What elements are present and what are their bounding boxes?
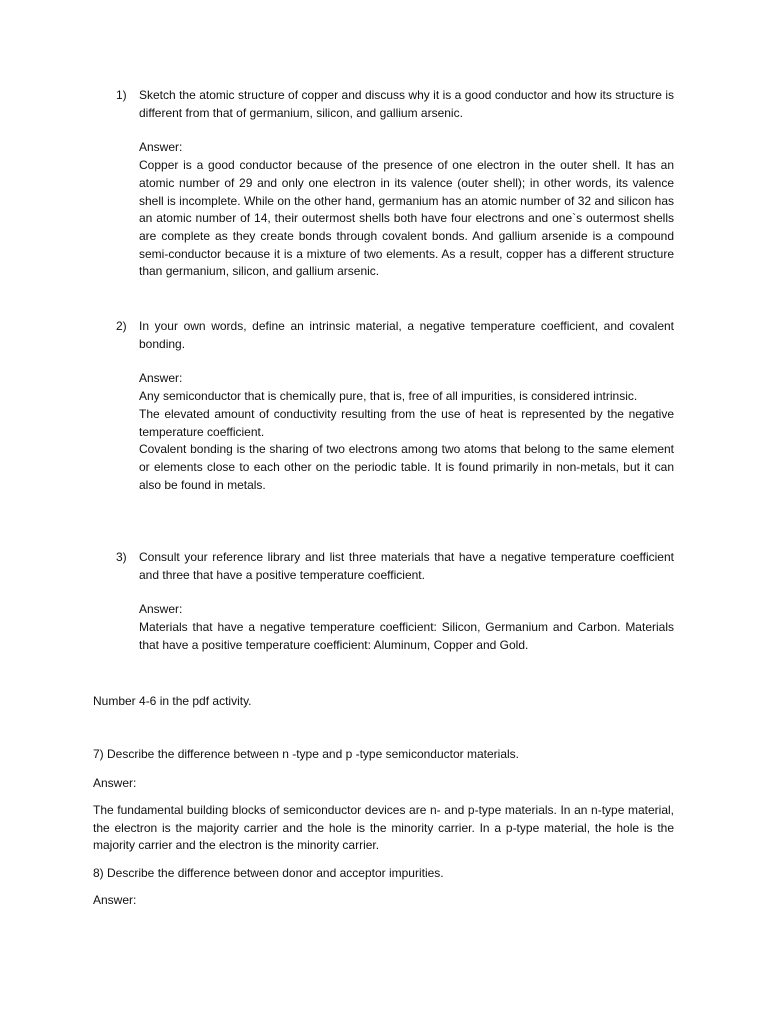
question-prompt: Consult your reference library and list three materials that have a negative temperature coefficient and three that have a positive temperature coefficient. [139,550,674,582]
answer-text: Materials that have a negative temperature coefficient: Silicon, Germanium and Carbon. Materials that have a positive temperature coefficient: Aluminum, Copper and Gold. [139,620,674,652]
question-number: 3) [116,550,127,564]
question-number: 1) [116,88,127,102]
question-number: 2) [116,319,127,333]
question-body [139,87,674,281]
question-prompt: In your own words, define an intrinsic material, a negative temperature coefficient, and covalent bonding. [139,319,674,351]
answer-text: Covalent bonding is the sharing of two electrons among two atoms that belong to the same element or elements close to each other on the periodic table. It is found primarily in non-metals, but it can also be found in metals. [139,442,674,492]
question-2 [116,318,674,494]
question-7-prompt: 7) Describe the difference between n -type and p -type semiconductor materials. [93,747,519,761]
answer-text: Any semiconductor that is chemically pure, that is, free of all impurities, is considered intrinsic. [139,389,638,404]
question-7-answer-label: Answer: [93,776,137,790]
question-8-answer-label: Answer: [93,893,137,907]
question-8-prompt: 8) Describe the difference between donor and acceptor impurities. [93,866,444,880]
question-body [139,549,674,655]
answer-label: Answer: [139,140,183,155]
question-prompt: Sketch the atomic structure of copper and discuss why it is a good conductor and how its structure is different from that of germanium, silicon, and gallium arsenic. [139,88,674,120]
activity-note: Number 4-6 in the pdf activity. [93,694,252,708]
question-body [139,318,674,494]
question-1 [116,87,674,281]
answer-label: Answer: [139,371,183,386]
question-7-answer-text: The fundamental building blocks of semiconductor devices are n- and p-type materials. In an n-type material, the electron is the majority carrier and the hole is the minority carrier. In a p-type material, the hole is the majority carrier and the electron is the minority carrier. [93,803,674,853]
answer-text: Copper is a good conductor because of the presence of one electron in the outer shell. It has an atomic number of 29 and only one electron in its valence (outer shell); in other words, its valence shell is incomplete. While on the other hand, germanium has an atomic number of 32 and silicon has an atomic number of 14, their outermost shells both have four electrons and one`s outermost shells are complete as they create bonds through covalent bonds. And gallium arsenide is a compound semi-conductor because it is a mixture of two elements. As a result, copper has a different structure than germanium, silicon, and gallium arsenic. [139,158,674,279]
answer-label: Answer: [139,602,183,617]
answer-text: The elevated amount of conductivity resulting from the use of heat is represented by the negative temperature coefficient. [139,406,674,439]
question-3 [116,549,674,655]
